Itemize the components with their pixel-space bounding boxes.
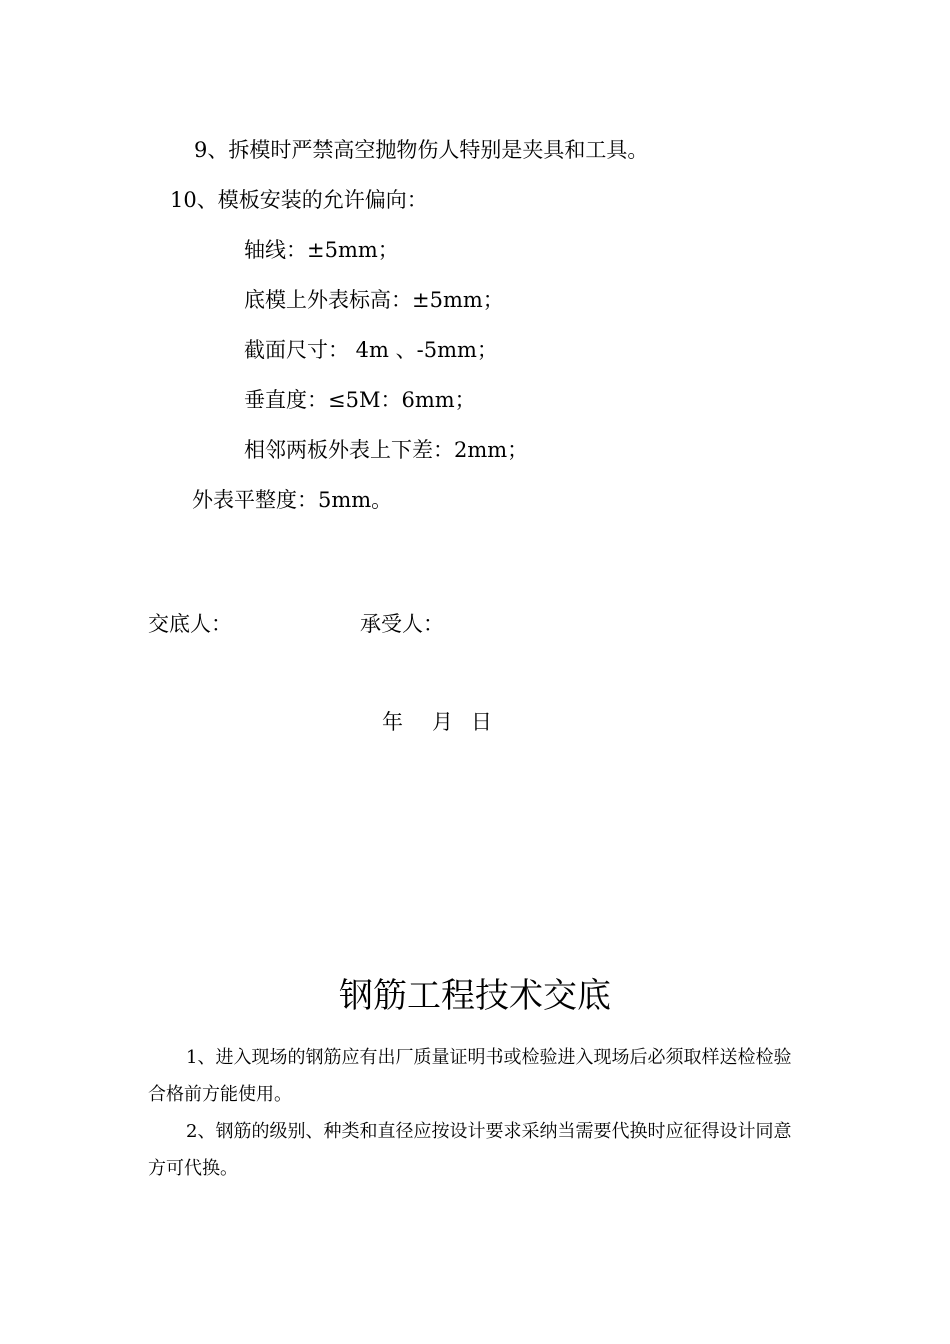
section-title: 钢筋工程技术交底	[339, 976, 611, 1016]
tolerance-section-size: 截面尺寸： 4m 、-5mm；	[244, 338, 498, 362]
item-10-text: 10、模板安装的允许偏向：	[170, 188, 428, 212]
date-line	[382, 708, 492, 736]
date-day: 日	[471, 710, 492, 734]
handover-label: 交底人：	[148, 612, 232, 636]
date-year: 年	[382, 710, 403, 734]
tolerance-flatness: 外表平整度：5mm。	[192, 488, 393, 512]
tolerance-adjacent-diff: 相邻两板外表上下差：2mm；	[244, 438, 529, 462]
tolerance-axis: 轴线：±5mm；	[244, 238, 399, 262]
tolerance-verticality: 垂直度：≤5M：6mm；	[244, 388, 476, 412]
tolerance-bottom-elevation: 底模上外表标高：±5mm；	[244, 288, 504, 312]
date-month: 月	[432, 710, 453, 734]
item-9-text: 9、拆模时严禁高空抛物伤人特别是夹具和工具。	[194, 138, 649, 162]
receiver-label: 承受人：	[360, 612, 444, 636]
paragraph-1: 1、进入现场的钢筋应有出厂质量证明书或检验进入现场后必须取样送检检验合格前方能使用。	[148, 1047, 792, 1105]
paragraph-2: 2、钢筋的级别、种类和直径应按设计要求采纳当需要代换时应征得设计同意方可代换。	[148, 1121, 792, 1179]
